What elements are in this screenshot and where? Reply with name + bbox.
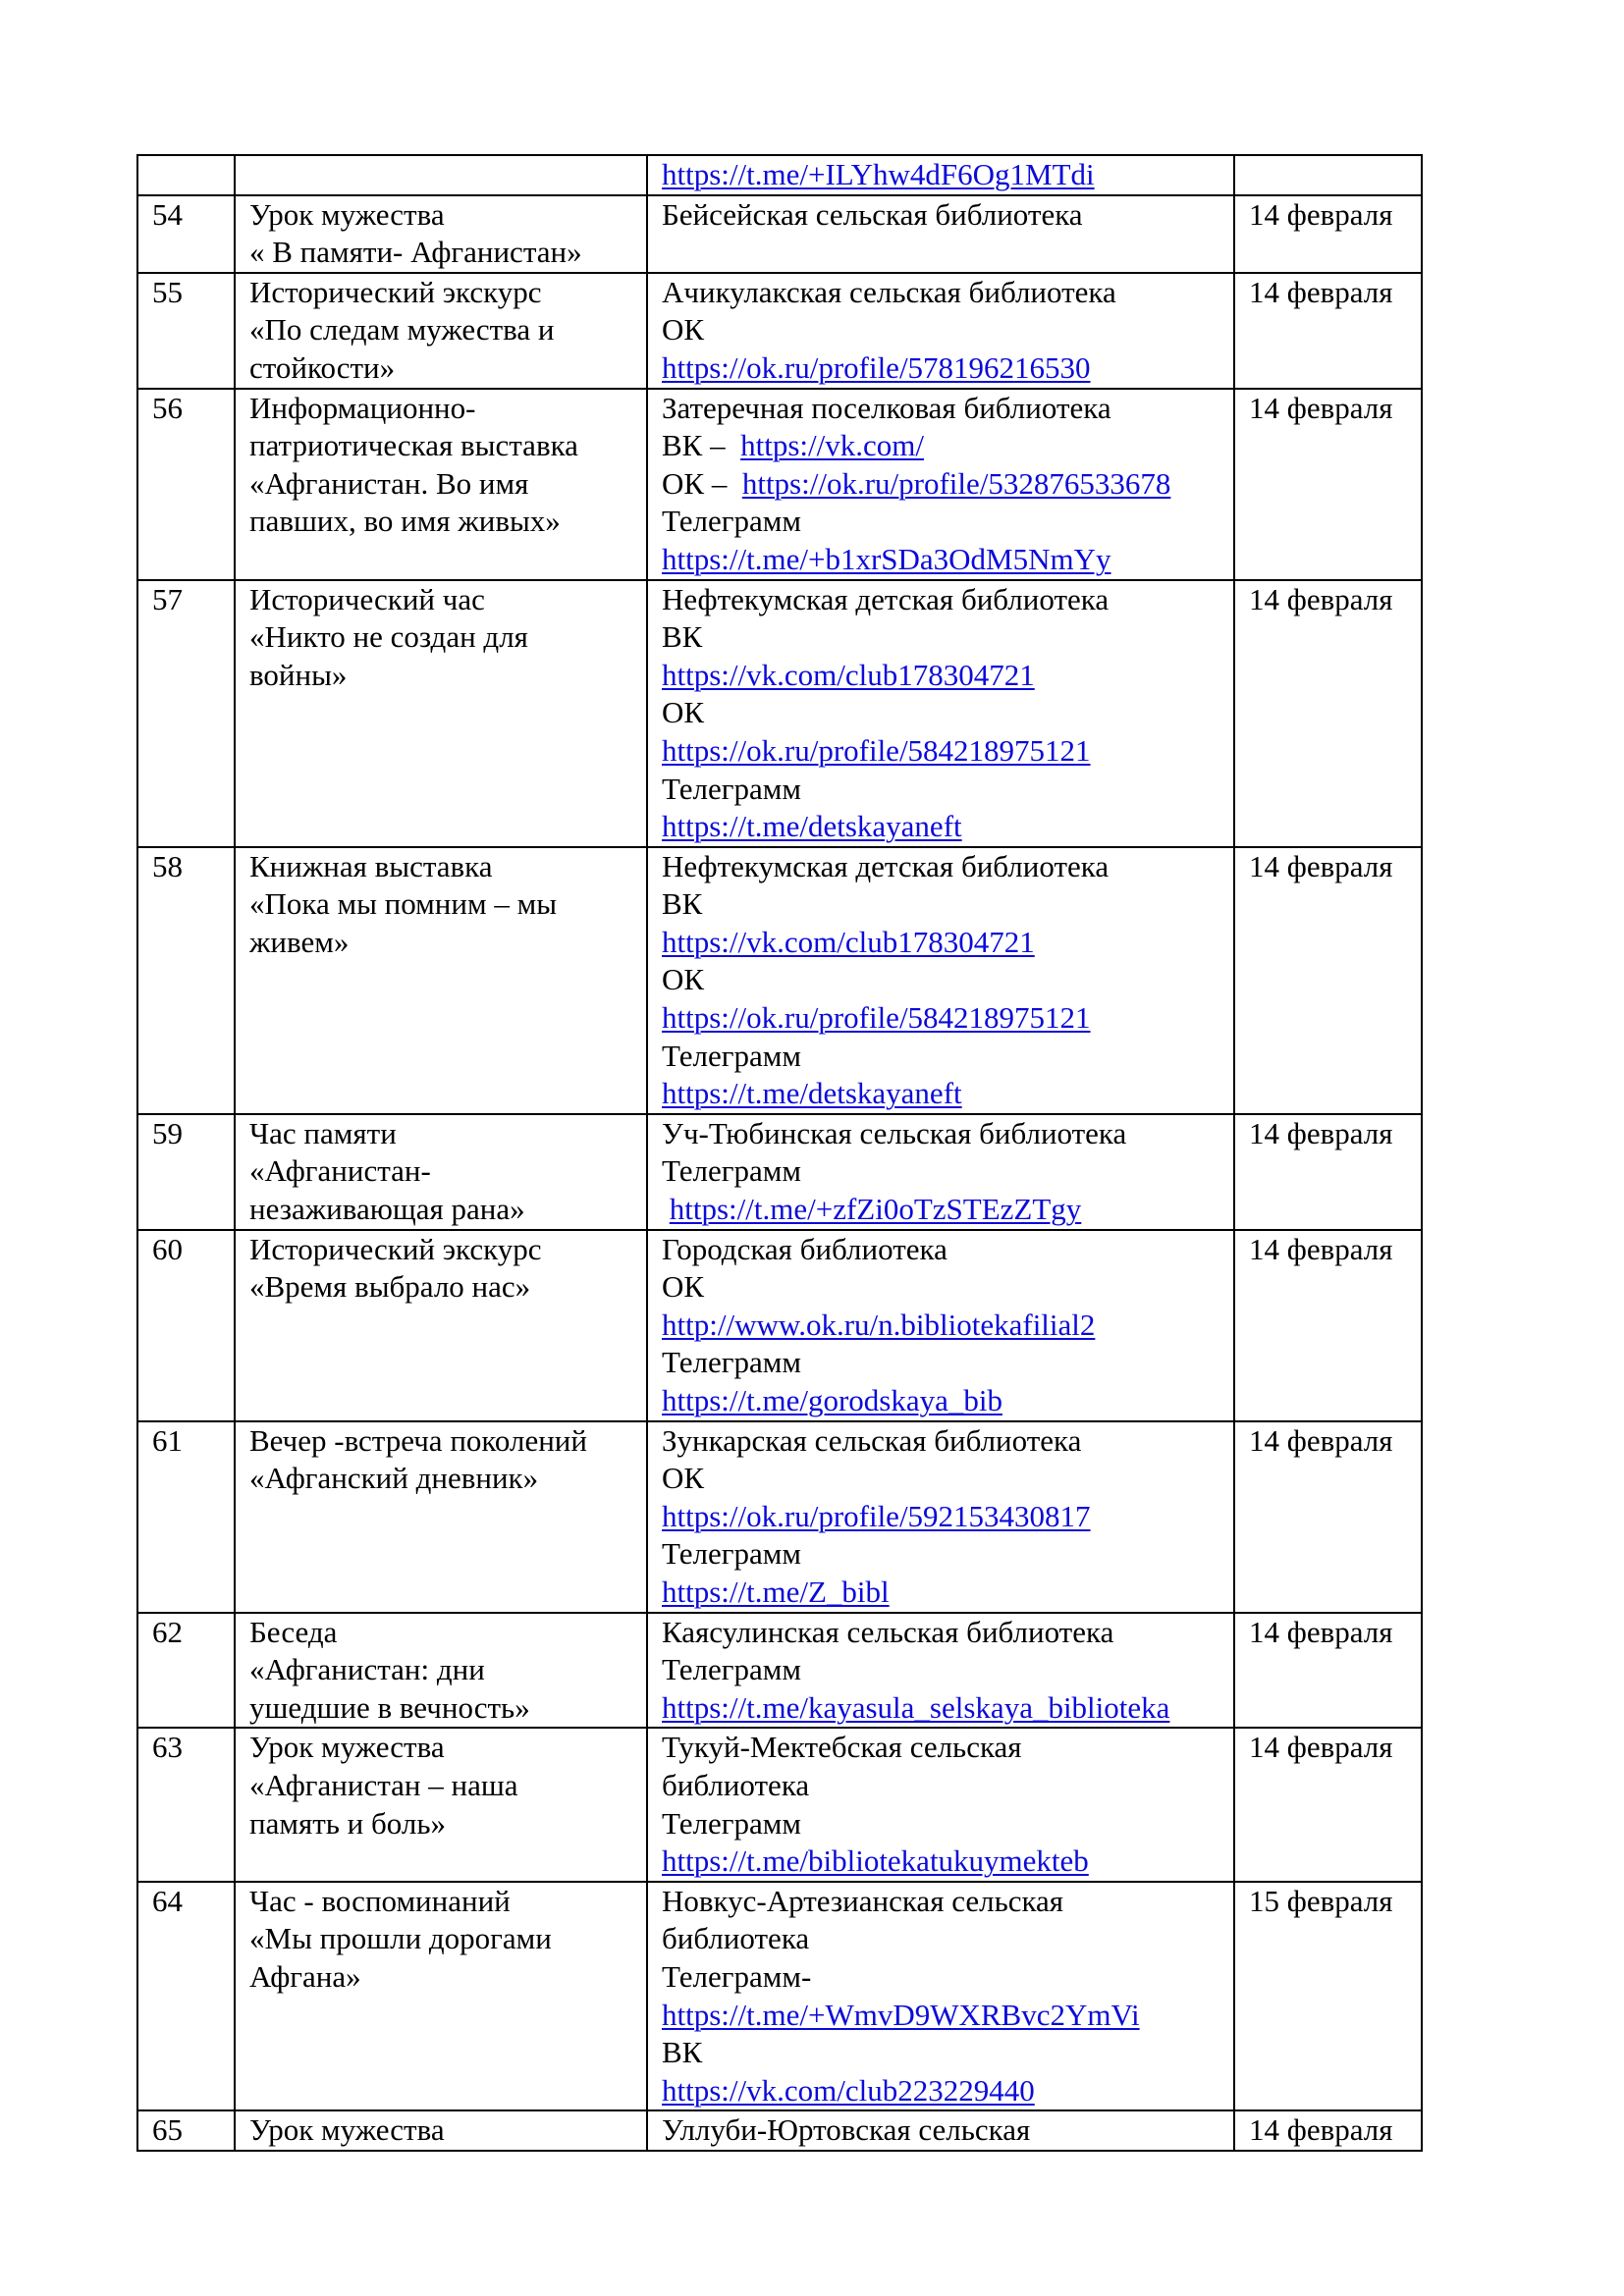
date-cell xyxy=(1234,389,1422,580)
event-cell xyxy=(235,195,647,273)
venue-line xyxy=(662,274,1233,312)
network-label: ОК – xyxy=(662,465,742,501)
event-cell xyxy=(235,2110,647,2151)
network-label xyxy=(662,1192,670,1226)
social-link[interactable]: https://t.me/detskayaneft xyxy=(662,809,962,844)
row-number xyxy=(152,156,234,194)
row-number: 61 xyxy=(152,1422,183,1458)
venue-text: Телеграмм xyxy=(662,504,801,539)
row-number: 56 xyxy=(152,390,183,425)
venue-line xyxy=(662,1729,1233,1767)
venue-text: ВК xyxy=(662,886,703,922)
venue-cell xyxy=(647,1728,1234,1881)
date-cell xyxy=(1234,273,1422,389)
event-cell xyxy=(235,847,647,1114)
venue-line xyxy=(662,1958,1233,1997)
social-link[interactable]: https://vk.com/ xyxy=(740,428,924,463)
event-cell xyxy=(235,1114,647,1230)
venue-line xyxy=(662,2034,1233,2072)
venue-cell xyxy=(647,2110,1234,2151)
venue-text: ОК xyxy=(662,312,705,347)
event-line: Афгана» xyxy=(249,1958,361,1994)
event-date: 14 февраля xyxy=(1249,196,1393,232)
venue-line xyxy=(662,924,1233,962)
venue-line xyxy=(662,1689,1233,1728)
social-link[interactable]: https://ok.ru/profile/532876533678 xyxy=(741,465,1171,501)
venue-text: библиотека xyxy=(662,1767,810,1802)
venue-line xyxy=(662,427,1233,465)
table-row xyxy=(137,2110,1422,2151)
event-line: Исторический экскурс xyxy=(249,1231,542,1266)
row-number-cell xyxy=(137,1882,235,2111)
venue-line xyxy=(662,1883,1233,1921)
venue-line xyxy=(662,1038,1233,1076)
row-number-cell xyxy=(137,1421,235,1613)
event-line: стойкости» xyxy=(249,349,396,385)
event-line: « В памяти- Афганистан» xyxy=(249,235,582,270)
events-table xyxy=(136,154,1423,2152)
venue-line xyxy=(662,2072,1233,2110)
venue-text: ОК xyxy=(662,1269,705,1305)
event-line: Вечер -встреча поколений xyxy=(249,1422,587,1458)
venue-line xyxy=(662,1842,1233,1881)
event-line: «Афганистан: дни xyxy=(249,1652,485,1687)
row-number: 60 xyxy=(152,1231,183,1266)
event-date: 14 февраля xyxy=(1249,581,1393,616)
event-cell xyxy=(235,1230,647,1421)
venue-text: ОК xyxy=(662,1461,705,1496)
venue-text: Телеграмм xyxy=(662,771,801,806)
social-link[interactable]: https://t.me/+b1xrSDa3OdM5NmYy xyxy=(662,541,1111,576)
event-line: Беседа xyxy=(249,1614,338,1649)
venue-line xyxy=(662,581,1233,619)
events-table-body xyxy=(137,155,1422,2151)
table-row xyxy=(137,1230,1422,1421)
event-cell xyxy=(235,1728,647,1881)
event-date xyxy=(1249,156,1421,194)
event-line: Информационно- xyxy=(249,390,476,425)
social-link[interactable]: https://t.me/+WmvD9WXRBvc2YmVi xyxy=(662,1997,1140,2032)
event-line: «Пока мы помним – мы xyxy=(249,886,558,922)
table-row xyxy=(137,389,1422,580)
venue-line xyxy=(662,618,1233,657)
venue-line xyxy=(662,465,1233,504)
row-number: 55 xyxy=(152,274,183,309)
venue-cell xyxy=(647,195,1234,273)
venue-text: ВК xyxy=(662,619,703,655)
event-cell xyxy=(235,580,647,847)
social-link[interactable]: https://ok.ru/profile/584218975121 xyxy=(662,732,1091,768)
event-line: «Афганистан- xyxy=(249,1153,431,1189)
event-cell xyxy=(235,1613,647,1729)
event-line: Урок мужества xyxy=(249,196,445,232)
venue-cell xyxy=(647,1882,1234,2111)
event-line: патриотическая выставка xyxy=(249,428,578,463)
venue-line xyxy=(662,156,1233,194)
venue-line xyxy=(662,2111,1233,2150)
venue-line xyxy=(662,1382,1233,1420)
row-number-cell xyxy=(137,847,235,1114)
venue-text: ОК xyxy=(662,962,705,997)
event-line: павших, во имя живых» xyxy=(249,504,561,539)
venue-line xyxy=(662,1498,1233,1536)
social-link[interactable]: https://t.me/+ILYhw4dF6Og1MTdi xyxy=(662,157,1095,191)
venue-line xyxy=(662,1075,1233,1113)
venue-text: Телеграмм xyxy=(662,1153,801,1189)
event-cell xyxy=(235,1421,647,1613)
venue-line xyxy=(662,999,1233,1038)
event-line: «Афганистан – наша xyxy=(249,1767,518,1802)
venue-line xyxy=(662,196,1233,235)
event-date: 14 февраля xyxy=(1249,1422,1393,1458)
venue-line xyxy=(662,848,1233,886)
social-link[interactable]: https://vk.com/club223229440 xyxy=(662,2072,1035,2108)
row-number-cell xyxy=(137,155,235,195)
venue-line xyxy=(662,1997,1233,2035)
event-line: память и боль» xyxy=(249,1805,446,1841)
row-number: 63 xyxy=(152,1730,183,1765)
event-date: 14 февраля xyxy=(1249,2112,1393,2148)
row-number-cell xyxy=(137,1114,235,1230)
venue-text: ОК xyxy=(662,695,705,730)
date-cell xyxy=(1234,1421,1422,1613)
venue-text: ВК xyxy=(662,2035,703,2070)
venue-line xyxy=(662,1152,1233,1191)
row-number-cell xyxy=(137,389,235,580)
date-cell xyxy=(1234,1613,1422,1729)
venue-line xyxy=(662,1805,1233,1843)
venue-line xyxy=(662,694,1233,732)
venue-line xyxy=(662,961,1233,999)
row-number-cell xyxy=(137,580,235,847)
venue-line xyxy=(662,1460,1233,1498)
venue-cell xyxy=(647,847,1234,1114)
event-date: 14 февраля xyxy=(1249,848,1393,883)
venue-text: Зункарская сельская библиотека xyxy=(662,1422,1082,1458)
venue-text: Нефтекумская детская библиотека xyxy=(662,581,1110,616)
venue-line xyxy=(662,311,1233,349)
date-cell xyxy=(1234,580,1422,847)
venue-text: Городская библиотека xyxy=(662,1231,947,1266)
venue-text: Уч-Тюбинская сельская библиотека xyxy=(662,1115,1127,1150)
venue-text: Телеграмм xyxy=(662,1805,801,1841)
table-row xyxy=(137,1114,1422,1230)
event-date: 14 февраля xyxy=(1249,1730,1393,1765)
venue-cell xyxy=(647,389,1234,580)
event-cell xyxy=(235,273,647,389)
event-line: Час - воспоминаний xyxy=(249,1883,511,1918)
date-cell xyxy=(1234,195,1422,273)
venue-line xyxy=(662,1115,1233,1153)
venue-line xyxy=(662,771,1233,809)
venue-cell xyxy=(647,273,1234,389)
social-link[interactable]: https://ok.ru/profile/578196216530 xyxy=(662,349,1091,385)
venue-cell xyxy=(647,1114,1234,1230)
event-date: 14 февраля xyxy=(1249,1614,1393,1649)
venue-text: Ачикулакская сельская библиотека xyxy=(662,274,1116,309)
venue-text: библиотека xyxy=(662,1921,810,1956)
table-row xyxy=(137,1728,1422,1881)
venue-cell xyxy=(647,1230,1234,1421)
event-line: Час памяти xyxy=(249,1115,397,1150)
date-cell xyxy=(1234,1230,1422,1421)
venue-line xyxy=(662,1191,1233,1229)
venue-cell xyxy=(647,580,1234,847)
venue-line xyxy=(662,390,1233,428)
venue-line xyxy=(662,732,1233,771)
venue-text: Новкус-Артезианская сельская xyxy=(662,1883,1064,1918)
network-label: ВК – xyxy=(662,428,741,463)
row-number-cell xyxy=(137,1728,235,1881)
venue-line xyxy=(662,1651,1233,1689)
event-date: 14 февраля xyxy=(1249,274,1393,309)
row-number: 54 xyxy=(152,196,183,232)
venue-cell xyxy=(647,155,1234,195)
row-number-cell xyxy=(137,1230,235,1421)
row-number: 62 xyxy=(152,1614,183,1649)
date-cell xyxy=(1234,1114,1422,1230)
venue-line xyxy=(662,1574,1233,1612)
table-row xyxy=(137,1421,1422,1613)
venue-cell xyxy=(647,1421,1234,1613)
venue-line xyxy=(662,1920,1233,1958)
event-line: «Мы прошли дорогами xyxy=(249,1921,552,1956)
table-row xyxy=(137,1882,1422,2111)
social-link[interactable]: https://t.me/detskayaneft xyxy=(662,1076,962,1111)
venue-line xyxy=(662,503,1233,541)
venue-line xyxy=(662,1307,1233,1345)
event-date: 14 февраля xyxy=(1249,1115,1393,1150)
venue-text: Телеграмм xyxy=(662,1038,801,1073)
venue-line xyxy=(662,1767,1233,1805)
social-link[interactable]: https://t.me/gorodskaya_bib xyxy=(662,1383,1002,1417)
venue-line xyxy=(662,1614,1233,1652)
social-link[interactable]: https://t.me/Z_bibl xyxy=(662,1574,890,1609)
row-number-cell xyxy=(137,195,235,273)
venue-text: Затеречная поселковая библиотека xyxy=(662,390,1111,425)
venue-line xyxy=(662,1231,1233,1269)
venue-line xyxy=(662,1422,1233,1461)
event-cell xyxy=(235,155,647,195)
venue-line xyxy=(662,808,1233,846)
table-row xyxy=(137,195,1422,273)
venue-line xyxy=(662,541,1233,579)
event-date: 15 февраля xyxy=(1249,1883,1393,1918)
event-cell xyxy=(235,389,647,580)
event-line: «Время выбрало нас» xyxy=(249,1269,531,1305)
social-link[interactable]: https://t.me/kayasula_selskaya_biblioteka xyxy=(662,1689,1170,1725)
event-line: «Афганский дневник» xyxy=(249,1461,539,1496)
date-cell xyxy=(1234,1882,1422,2111)
venue-line xyxy=(662,1535,1233,1574)
event-line: Урок мужества xyxy=(249,2112,445,2148)
event-line: Исторический час xyxy=(249,581,485,616)
venue-text: Уллуби-Юртовская сельская xyxy=(662,2112,1031,2148)
social-link[interactable]: https://vk.com/club178304721 xyxy=(662,657,1035,692)
row-number-cell xyxy=(137,1613,235,1729)
social-link[interactable]: https://vk.com/club178304721 xyxy=(662,924,1035,959)
social-link[interactable]: https://ok.ru/profile/592153430817 xyxy=(662,1498,1091,1533)
venue-text: Каясулинская сельская библиотека xyxy=(662,1614,1114,1649)
table-row xyxy=(137,273,1422,389)
event-line: ушедшие в вечность» xyxy=(249,1689,530,1725)
event-cell xyxy=(235,1882,647,2111)
row-number: 58 xyxy=(152,848,183,883)
event-line: Книжная выставка xyxy=(249,848,493,883)
event-line: живем» xyxy=(249,924,350,959)
event-line: Исторический экскурс xyxy=(249,274,542,309)
event-line: незаживающая рана» xyxy=(249,1192,525,1227)
venue-line xyxy=(662,1344,1233,1382)
social-link[interactable]: https://t.me/+zfZi0oTzSTEzZTgy xyxy=(669,1192,1082,1227)
venue-text: Тукуй-Мектебская сельская xyxy=(662,1730,1022,1765)
table-row xyxy=(137,847,1422,1114)
venue-line xyxy=(662,885,1233,924)
date-cell xyxy=(1234,2110,1422,2151)
row-number-cell xyxy=(137,273,235,389)
date-cell xyxy=(1234,1728,1422,1881)
venue-line xyxy=(662,349,1233,388)
event-date: 14 февраля xyxy=(1249,1231,1393,1266)
row-number: 57 xyxy=(152,581,183,616)
date-cell xyxy=(1234,847,1422,1114)
venue-text: Телеграмм xyxy=(662,1652,801,1687)
social-link[interactable]: https://t.me/bibliotekatukuymekteb xyxy=(662,1843,1089,1879)
social-link[interactable]: http://www.ok.ru/n.bibliotekafilial2 xyxy=(662,1307,1096,1342)
row-number: 59 xyxy=(152,1115,183,1150)
event-line: «Никто не создан для xyxy=(249,619,528,655)
venue-line xyxy=(662,1268,1233,1307)
venue-line xyxy=(662,657,1233,695)
table-row xyxy=(137,1613,1422,1729)
event-line: «По следам мужества и xyxy=(249,312,555,347)
venue-text: Телеграмм xyxy=(662,1345,801,1380)
event-date: 14 февраля xyxy=(1249,390,1393,425)
row-number-cell xyxy=(137,2110,235,2151)
venue-cell xyxy=(647,1613,1234,1729)
table-row xyxy=(137,580,1422,847)
social-link[interactable]: https://ok.ru/profile/584218975121 xyxy=(662,1000,1091,1036)
event-line: «Афганистан. Во имя xyxy=(249,465,529,501)
table-row xyxy=(137,155,1422,195)
venue-text: Телеграмм xyxy=(662,1536,801,1572)
event-line: Урок мужества xyxy=(249,1730,445,1765)
row-number: 64 xyxy=(152,1883,183,1918)
event-line: войны» xyxy=(249,657,348,692)
row-number: 65 xyxy=(152,2112,183,2148)
date-cell xyxy=(1234,155,1422,195)
venue-text: Телеграмм- xyxy=(662,1958,812,1994)
venue-text: Нефтекумская детская библиотека xyxy=(662,848,1110,883)
venue-text: Бейсейская сельская библиотека xyxy=(662,196,1083,232)
